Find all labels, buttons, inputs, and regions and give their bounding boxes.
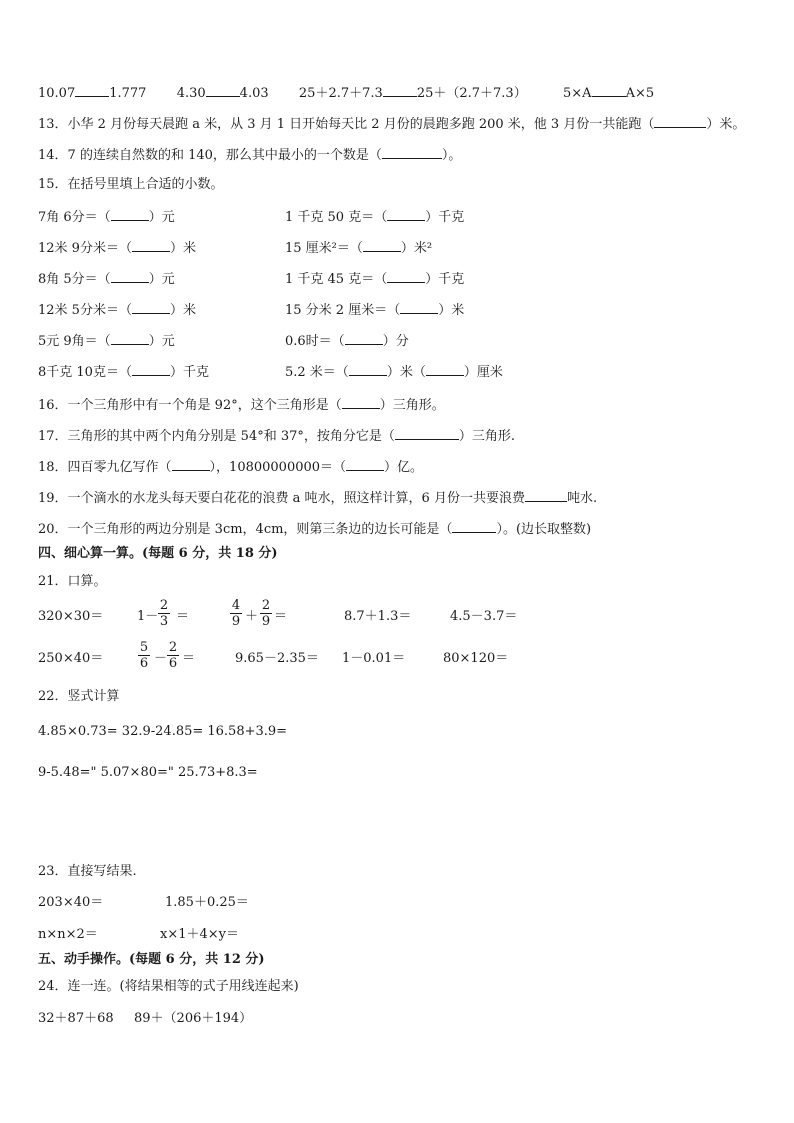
q18-blank-a[interactable]	[172, 458, 210, 471]
q24-right-expression[interactable]: 89＋（206＋194）	[134, 1011, 253, 1026]
q15-right-4-post: ）米	[438, 303, 465, 318]
q15-right-1	[285, 208, 464, 226]
q19-tail: 吨水.	[566, 491, 598, 506]
q16-blank[interactable]	[342, 396, 380, 409]
q21-text: 21．口算。	[38, 574, 107, 589]
q15-left-5-blank[interactable]	[111, 332, 149, 345]
q20-blank[interactable]	[452, 520, 496, 533]
q21-r2-b-op: －	[154, 651, 168, 666]
q15-right-1-post: ）千克	[425, 210, 465, 225]
section-5-heading: 五、动手操作。(每题 6 分，共 12 分)	[38, 952, 265, 967]
q16-text: 16．一个三角形中有一个角是 92°，这个三角形是（	[38, 398, 342, 413]
q15-left-3-pre: 8角 5分＝（	[38, 272, 111, 287]
q17-blank[interactable]	[395, 427, 459, 440]
q15-right-6-pre: 5.2 米＝（	[285, 365, 349, 380]
q15-left-1-post: ）元	[148, 210, 175, 225]
q12-c-blank[interactable]	[383, 84, 417, 97]
q21-r2-b-num-2: 2	[168, 640, 178, 655]
q12-a-right: 1.777	[109, 86, 147, 101]
question-16	[38, 396, 445, 414]
q15-right-1-pre: 1 千克 50 克＝（	[285, 210, 388, 225]
q15-left-2-blank[interactable]	[132, 239, 170, 252]
q21-r2-b-den-1: 6	[139, 656, 149, 671]
q21-r1-c-num-2: 2	[261, 598, 271, 613]
q23-c: n×n×2＝	[38, 927, 98, 942]
q21-r1-c-den-2: 9	[261, 614, 271, 629]
q24-text: 24．连一连。(将结果相等的式子用线连起来)	[38, 979, 299, 994]
q15-right-6-mid: ）米（	[386, 365, 426, 380]
q21-r2-c: 9.65－2.35＝	[235, 651, 319, 666]
q15-left-5	[38, 332, 175, 350]
q20-text: 20．一个三角形的两边分别是 3cm，4cm，则第三条边的边长可能是（	[38, 522, 453, 537]
question-17	[38, 427, 515, 445]
q21-r1-a: 320×30＝	[38, 609, 104, 624]
q13-tail: ）米。	[706, 117, 746, 132]
q15-right-4	[285, 301, 464, 319]
q21-r1-c-den-1: 9	[231, 614, 241, 629]
question-18	[38, 458, 423, 476]
q17-tail: ）三角形.	[458, 429, 516, 444]
question-14	[38, 146, 461, 164]
q17-text: 17．三角形的其中两个内角分别是 54°和 37°，按角分它是（	[38, 429, 395, 444]
q15-right-4-blank[interactable]	[400, 301, 438, 314]
q15-right-6-blank-a[interactable]	[349, 363, 387, 376]
q23-b: 1.85＋0.25＝	[165, 895, 249, 910]
q12-row	[38, 84, 654, 102]
q21-r1-c-post: ＝	[274, 609, 288, 624]
q21-r2-b-post: ＝	[182, 651, 196, 666]
q15-left-1-pre: 7角 6分＝（	[38, 210, 111, 225]
q21-r2-b-num-1: 5	[139, 640, 149, 655]
q15-right-5-pre: 0.6时＝（	[285, 334, 345, 349]
q15-left-1-blank[interactable]	[111, 208, 149, 221]
q12-d-left: 5×A	[563, 86, 592, 101]
q21-r2-b-fraction-2	[167, 640, 179, 671]
q15-right-3-post: ）千克	[425, 272, 465, 287]
q21-r2-b-den-2: 6	[168, 656, 178, 671]
question-20	[38, 520, 591, 538]
q21-r1-b-num: 2	[159, 598, 169, 613]
q14-blank[interactable]	[382, 146, 442, 159]
q15-right-2-post: ）米²	[400, 241, 433, 256]
q21-r2-a: 250×40＝	[38, 651, 104, 666]
q12-c-left: 25＋2.7＋7.3	[298, 86, 383, 101]
q15-right-3	[285, 270, 464, 288]
q23-text: 23．直接写结果.	[38, 864, 137, 879]
q15-left-1	[38, 208, 175, 226]
q21-r1-b-post: ＝	[176, 609, 190, 624]
q18-blank-b[interactable]	[346, 458, 384, 471]
q24-left-expression[interactable]: 32＋87＋68	[38, 1011, 114, 1026]
q15-right-6	[285, 363, 503, 381]
question-15	[38, 177, 224, 193]
q21-r1-c-fraction-2	[260, 598, 272, 629]
q12-c-right: 25＋（2.7＋7.3）	[416, 86, 527, 101]
q14-text: 14．7 的连续自然数的和 140，那么其中最小的一个数是（	[38, 148, 382, 163]
q15-right-6-blank-b[interactable]	[426, 363, 464, 376]
q15-left-5-post: ）元	[148, 334, 175, 349]
q16-tail: ）三角形。	[379, 398, 445, 413]
question-23	[38, 864, 137, 880]
q23-a: 203×40＝	[38, 895, 104, 910]
q15-left-3	[38, 270, 175, 288]
q23-d: x×1＋4×y＝	[160, 927, 240, 942]
q13-text: 13．小华 2 月份每天晨跑 a 米，从 3 月 1 日开始每天比 2 月份的晨跑多跑 200 米，他 3 月份一共能跑（	[38, 117, 655, 132]
q21-r2-e: 80×120＝	[443, 651, 509, 666]
q12-b-blank[interactable]	[206, 84, 240, 97]
q15-right-5-blank[interactable]	[345, 332, 383, 345]
q18-mid: ），10800000000＝（	[209, 460, 347, 475]
q15-left-3-blank[interactable]	[111, 270, 149, 283]
q21-r1-d: 8.7＋1.3＝	[344, 609, 412, 624]
q15-left-6-pre: 8千克 10克＝（	[38, 365, 132, 380]
q15-right-6-post: ）厘米	[463, 365, 503, 380]
q18-tail: ）亿。	[384, 460, 424, 475]
q15-right-4-pre: 15 分米 2 厘米＝（	[285, 303, 401, 318]
q14-tail: ）。	[441, 148, 462, 163]
q22-line-2: 9-5.48=" 5.07×80=" 25.73+8.3=	[38, 765, 258, 780]
q12-b-right: 4.03	[239, 86, 269, 101]
q15-right-3-blank[interactable]	[387, 270, 425, 283]
question-24	[38, 979, 299, 995]
q15-right-5	[285, 332, 409, 350]
q19-blank[interactable]	[525, 489, 567, 502]
q12-a-blank[interactable]	[75, 84, 109, 97]
q21-r1-b-pre: 1－	[137, 609, 159, 624]
q12-d-blank[interactable]	[592, 84, 626, 97]
q15-left-4	[38, 301, 196, 319]
section-4-heading: 四、细心算一算。(每题 6 分，共 18 分)	[38, 546, 278, 561]
q15-right-2	[285, 239, 432, 257]
q21-r1-b-den: 3	[159, 614, 169, 629]
q12-d-right: A×5	[625, 86, 655, 101]
question-22	[38, 689, 120, 705]
q22-line-1: 4.85×0.73= 32.9-24.85= 16.58+3.9=	[38, 724, 288, 739]
q15-left-2-pre: 12米 9分米＝（	[38, 241, 132, 256]
q15-text: 15．在括号里填上合适的小数。	[38, 177, 224, 192]
q21-r1-e: 4.5－3.7＝	[450, 609, 518, 624]
q15-right-2-blank[interactable]	[363, 239, 401, 252]
q15-right-3-pre: 1 千克 45 克＝（	[285, 272, 388, 287]
q21-r1-b-fraction	[158, 598, 170, 629]
q15-left-4-post: ）米	[169, 303, 196, 318]
question-13	[38, 115, 745, 133]
question-19	[38, 489, 597, 507]
q22-text: 22．竖式计算	[38, 689, 120, 704]
q21-r2-d: 1－0.01＝	[342, 651, 406, 666]
q15-right-5-post: ）分	[382, 334, 409, 349]
question-21	[38, 574, 107, 590]
q21-r1-c-fraction-1	[230, 598, 242, 629]
q21-r1-c-num-1: 4	[231, 598, 241, 613]
q15-left-5-pre: 5元 9角＝（	[38, 334, 111, 349]
q15-left-4-blank[interactable]	[132, 301, 170, 314]
q21-r1-c-op: ＋	[245, 609, 259, 624]
q15-left-3-post: ）元	[148, 272, 175, 287]
q21-r2-b-fraction-1	[138, 640, 150, 671]
q15-left-2	[38, 239, 196, 257]
q18-text: 18．四百零九亿写作（	[38, 460, 172, 475]
q12-b-left: 4.30	[176, 86, 206, 101]
q19-text: 19．一个滴水的水龙头每天要白花花的浪费 a 吨水，照这样计算，6 月份一共要浪费	[38, 491, 525, 506]
q12-a-left: 10.07	[38, 86, 76, 101]
q20-tail: ）。(边长取整数)	[496, 522, 592, 537]
q15-left-4-pre: 12米 5分米＝（	[38, 303, 132, 318]
q15-left-6-blank[interactable]	[132, 363, 170, 376]
q13-blank[interactable]	[654, 115, 706, 128]
q15-left-2-post: ）米	[169, 241, 196, 256]
q15-left-6	[38, 363, 209, 381]
q15-right-2-pre: 15 厘米²＝（	[285, 241, 363, 256]
q15-left-6-post: ）千克	[169, 365, 209, 380]
q15-right-1-blank[interactable]	[387, 208, 425, 221]
